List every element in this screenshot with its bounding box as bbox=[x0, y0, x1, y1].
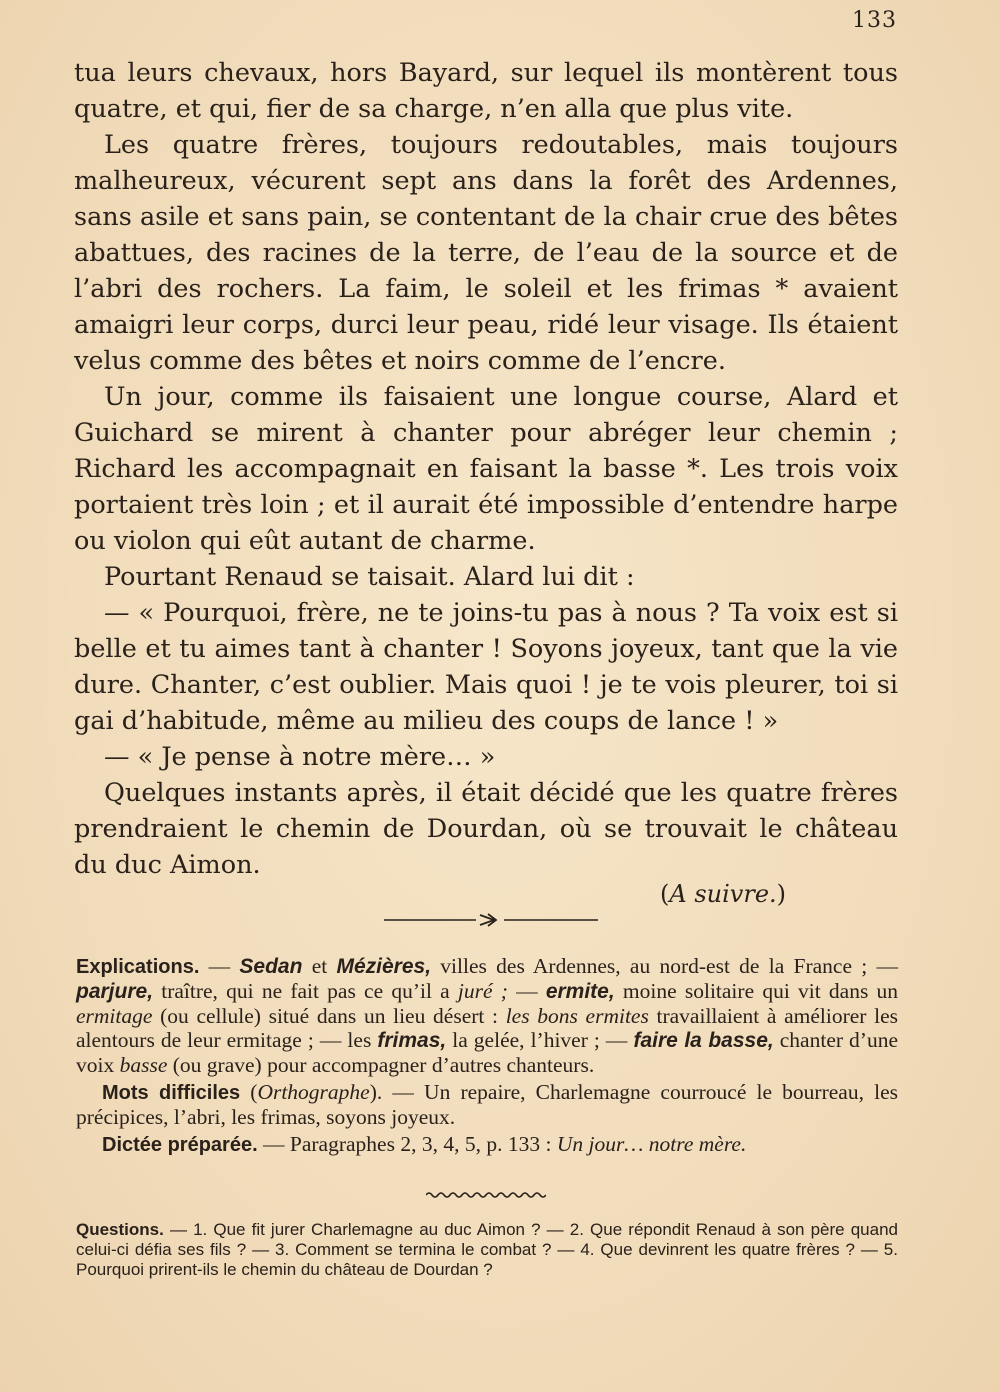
paragraph-1: tua leurs chevaux, hors Bayard, sur lequel ils montèrent tous quatre, et qui, fier de sa charge, n’en alla que plus vite. bbox=[74, 58, 898, 124]
wavy-divider-icon bbox=[426, 1190, 546, 1200]
to-be-continued: (A suivre.) bbox=[660, 880, 787, 908]
questions-section: Questions. — 1. Que fit jurer Charlemagne au duc Aimon ? — 2. Que répondit Renaud à son père quand celui-ci défia ses fils ? — 3. Comment se termina le combat ? — 4. Que devinrent les quatre frères ? — 5. Pourquoi prirent-ils le chemin du château de Dourdan ? bbox=[76, 1220, 898, 1279]
paragraph-2: Les quatre frères, toujours redoutables, mais toujours malheureux, vécurent sept ans dans la forêt des Ardennes, sans asile et sans pain, se contentant de la chair crue des bêtes abattues, des racines de la terre, de l’eau de la source et de l’abri des rochers. La faim, le soleil et les frimas * avaient amaigri leur corps, durci leur peau, ridé leur visage. Ils étaient velus comme des bêtes et noirs comme de l’encre. bbox=[74, 130, 898, 376]
scissors-divider-icon bbox=[384, 910, 598, 930]
paragraph-5: — « Pourquoi, frère, ne te joins-tu pas à nous ? Ta voix est si belle et tu aimes tant à chanter ! Soyons joyeux, tant que la vie dure. Chanter, c’est oublier. Mais quoi ! je te vois pleurer, toi si gai d’habitude, même au milieu des coups de lance ! » bbox=[74, 598, 898, 736]
dictee-note: Dictée préparée. — Paragraphes 2, 3, 4, 5, p. 133 : Un jour… notre mère. bbox=[102, 1132, 747, 1156]
paragraph-3: Un jour, comme ils faisaient une longue course, Alard et Guichard se mirent à chanter pour abréger leur chemin ; Richard les accompagnait en faisant la basse *. Les trois voix portaient très loin ; et il aurait été impossible d’entendre harpe ou violon qui eût autant de charme. bbox=[74, 382, 898, 556]
page-number: 133 bbox=[852, 8, 897, 33]
explications-note: Explications. — Sedan et Mézières, villes des Ardennes, au nord-est de la France ; — parjure, traître, qui ne fait pas ce qu’il a juré ; — ermite, moine solitaire qui vit dans un ermitage (ou cellule) situé dans un lieu désert : les bons ermites travaillaient à améliorer les alentours de leur ermitage ; — les frimas, la gelée, l’hiver ; — faire la basse, chanter d’une voix basse (ou grave) pour accompagner d’autres chanteurs. bbox=[76, 954, 899, 1077]
story-text bbox=[74, 55, 898, 883]
paragraph-6: — « Je pense à notre mère… » bbox=[104, 742, 496, 772]
mots-difficiles-note: Mots difficiles (Orthographe). — Un repaire, Charlemagne courroucé le bourreau, les précipices, l’abri, les frimas, soyons joyeux. bbox=[76, 1080, 898, 1129]
notes-section bbox=[76, 954, 898, 1160]
paragraph-7: Quelques instants après, il était décidé que les quatre frères prendraient le chemin de Dourdan, où se trouvait le château du duc Aimon. bbox=[74, 778, 898, 880]
paragraph-4: Pourtant Renaud se taisait. Alard lui dit : bbox=[104, 562, 635, 592]
